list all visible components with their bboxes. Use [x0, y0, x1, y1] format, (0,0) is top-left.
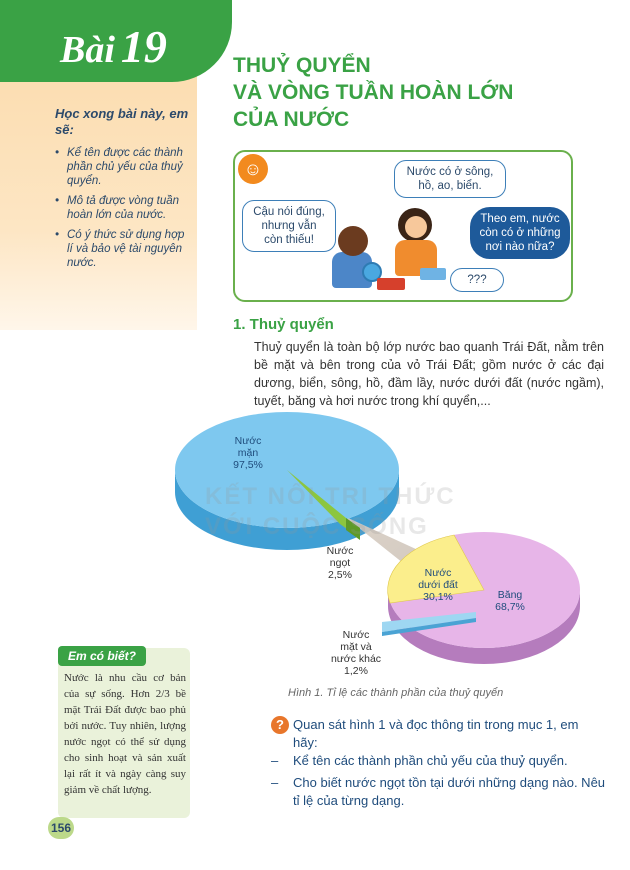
salt-water-value: 97,5% [233, 459, 263, 471]
groundwater-label: dưới đất [418, 579, 458, 591]
open-book-icon [420, 268, 446, 280]
ice-value: 68,7% [495, 601, 525, 613]
title-line: CỦA NƯỚC [233, 108, 350, 131]
did-you-know-title: Em có biết? [58, 646, 146, 666]
question-icon: ? [271, 716, 289, 734]
watermark-line: KẾT NỐI TRI THỨC [205, 483, 456, 510]
watermark [205, 482, 456, 542]
figure-caption: Hình 1. Tỉ lệ các thành phần của thuỷ quyển [288, 687, 504, 699]
did-you-know-text: Nước là nhu cầu cơ bản của sự sống. Hơn 2/3 bề mặt Trái Đất được bao phủ bởi nước. Tuy nhiên, lượng nước ngọt có thể sử dụng cho sinh hoạt và sản xuất lại rất ít và ngày càng suy giảm về chất lượng. [64, 672, 186, 796]
section-title: 1. Thuỷ quyển [233, 316, 334, 333]
objectives-list [55, 146, 190, 276]
objective-item: • Có ý thức sử dụng hợp lí và bảo vệ tài nguyên nước. [55, 228, 190, 270]
girl-face [405, 216, 427, 238]
books-icon [377, 278, 405, 290]
title-line: THUỶ QUYỂN [233, 54, 371, 77]
objective-item: • Mô tả được vòng tuần hoàn lớn của nước. [55, 194, 190, 222]
lesson-title [60, 20, 167, 73]
lesson-number: 19 [120, 21, 167, 72]
boy-head [338, 226, 368, 256]
question-intro: Quan sát hình 1 và đọc thông tin trong mục 1, em hãy: [293, 717, 579, 750]
lesson-word: Bài [60, 29, 115, 71]
surface-water-label: Nước [342, 629, 370, 641]
question-item: – Cho biết nước ngọt tồn tại dưới những dạng nào. Nêu tỉ lệ của từng dạng. [271, 774, 606, 810]
objective-item: • Kể tên được các thành phần chủ yếu của thuỷ quyển. [55, 146, 190, 188]
page-title [233, 52, 593, 133]
page-number: 156 [48, 817, 74, 839]
salt-water-label: mặn [237, 447, 259, 459]
salt-water-label: Nước [234, 435, 262, 447]
boy-speech-bubble: Cậu nói đúng, nhưng vẫn còn thiếu! [242, 200, 336, 252]
hydrosphere-pie-chart [170, 400, 600, 690]
watermark-line: VỚI CUỘC SỐNG [205, 513, 429, 540]
surface-water-value: 1,2% [344, 665, 368, 677]
groundwater-value: 30,1% [423, 591, 453, 603]
ice-label: Băng [497, 589, 523, 601]
objectives-heading: Học xong bài này, em sẽ: [55, 106, 189, 137]
girl-speech-bubble: Nước có ở sông, hồ, ao, biển. [394, 160, 506, 198]
groundwater-label: Nước [424, 567, 452, 579]
fresh-water-value: 2,5% [328, 569, 352, 581]
question-list [271, 752, 606, 814]
kid-face-icon: ☺ [238, 154, 268, 184]
question-bubble: Theo em, nước còn có ở những nơi nào nữa? [470, 207, 570, 259]
surface-water-label: mặt và [340, 641, 372, 653]
unknown-bubble: ??? [450, 268, 504, 292]
section-text: Thuỷ quyển là toàn bộ lớp nước bao quanh Trái Đất, nằm trên bề mặt và bên trong của vỏ Trái Đất; gồm nước ở các đại dương, biển, sông, hồ, đầm lầy, nước dưới đất (nước ngầm), tuyết, băng và hơi nước trong khí quyển,... [254, 340, 604, 408]
question-item: – Kể tên các thành phần chủ yếu của thuỷ quyển. [271, 752, 606, 770]
title-line: VÀ VÒNG TUẦN HOÀN LỚN [233, 81, 514, 104]
fresh-water-label: ngọt [329, 557, 351, 569]
surface-water-label: nước khác [330, 653, 382, 665]
fresh-water-label: Nước [326, 545, 354, 557]
